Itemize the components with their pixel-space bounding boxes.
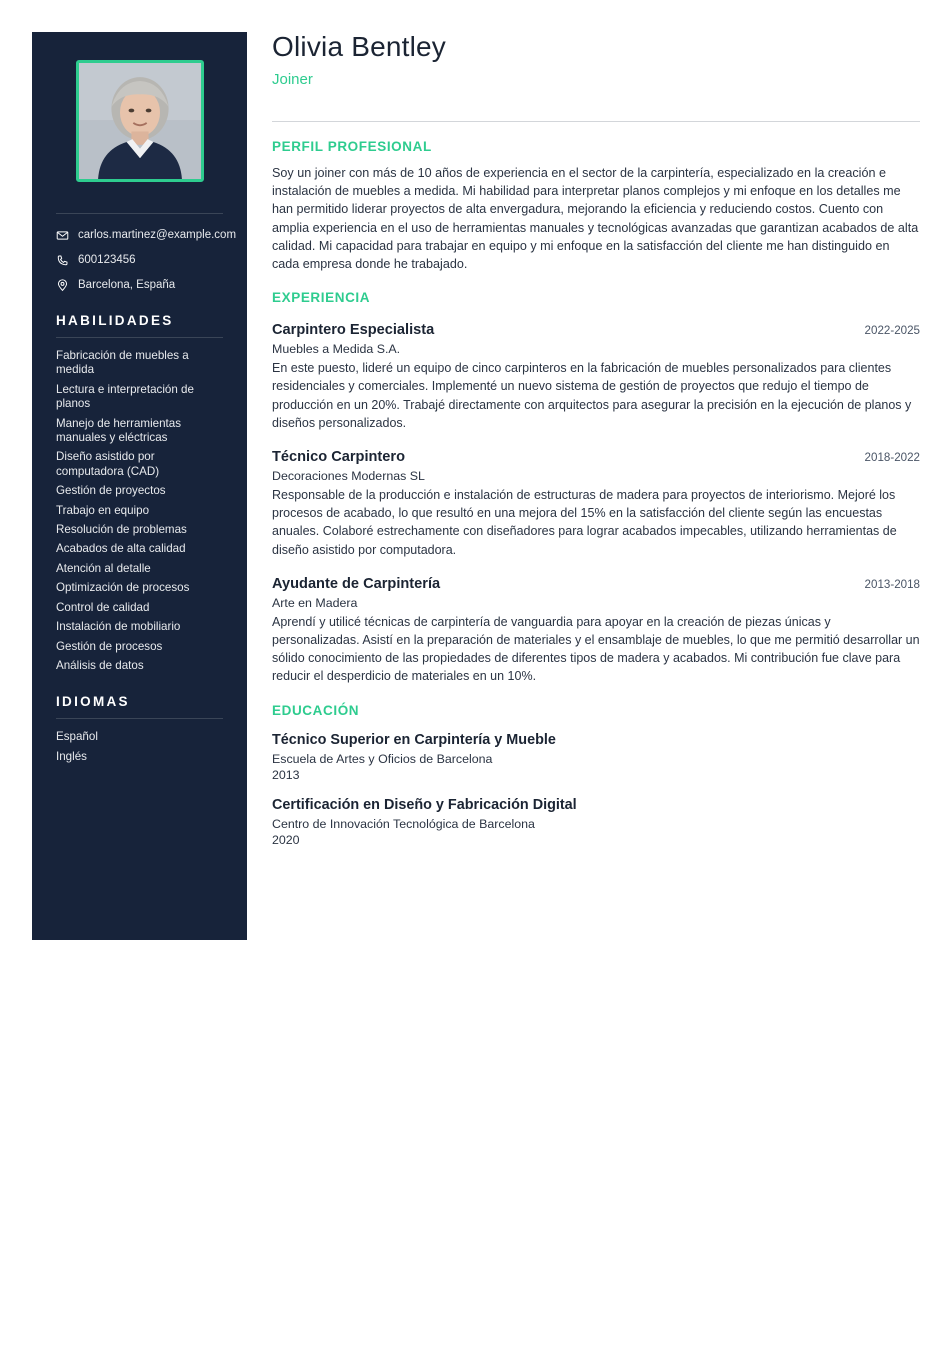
experience-company: Muebles a Medida S.A.: [272, 342, 401, 357]
list-item: Control de calidad: [56, 600, 150, 614]
experience-description: Aprendí y utilicé técnicas de carpintería de vanguardia para apoyar en la creación de piezas únicas y personalizadas. Asistí en la preparación de materiales y el ensamblaje de muebles, lo que me permitió desarrollar un sólido conocimiento de las propiedades de diferentes tipos de madera y acabados. Mi contribución fue clave para reducir el desperdicio de materiales en un 10%.: [272, 614, 920, 684]
list-item: Diseño asistido por computadora (CAD): [56, 450, 160, 478]
skills-list: [56, 349, 223, 673]
education-year: 2020: [272, 832, 300, 847]
location-pin-icon: [56, 279, 69, 292]
job-title: Joiner: [272, 71, 313, 88]
list-item: Resolución de problemas: [56, 523, 187, 537]
skills-heading-rule: [56, 337, 223, 338]
education-section-heading: EDUCACIÓN: [272, 702, 360, 718]
list-item: Inglés: [56, 749, 87, 763]
contact-phone[interactable]: [56, 253, 223, 267]
list-item: Trabajo en equipo: [56, 503, 150, 517]
languages-heading: IDIOMAS: [56, 694, 130, 710]
envelope-icon: [56, 229, 69, 242]
contact-list: [56, 228, 237, 292]
education-section: [272, 703, 920, 848]
experience-dates: 2018-2022: [864, 451, 920, 465]
main-content: [272, 30, 920, 848]
experience-role: Carpintero Especialista: [272, 322, 435, 339]
education-degree: Certificación en Diseño y Fabricación Digital: [272, 796, 577, 813]
experience-item-header: [272, 448, 920, 466]
languages-heading-rule: [56, 718, 223, 719]
list-item: Instalación de mobiliario: [56, 620, 181, 634]
skills-heading: HABILIDADES: [56, 313, 174, 328]
header-divider: [272, 121, 920, 122]
phone-icon: [56, 254, 69, 267]
contact-email[interactable]: [56, 228, 237, 242]
contact-phone-text: 600123456: [78, 254, 136, 266]
sidebar-divider-top: [56, 213, 223, 214]
experience-company: Arte en Madera: [272, 595, 358, 610]
list-item: Lectura e interpretación de planos: [56, 382, 194, 411]
experience-role: Ayudante de Carpintería: [272, 575, 441, 592]
list-item: Español: [56, 730, 98, 744]
sidebar: [32, 32, 247, 940]
experience-role: Técnico Carpintero: [272, 449, 405, 466]
contact-location[interactable]: [56, 278, 223, 292]
list-item: Optimización de procesos: [56, 581, 190, 595]
list-item: Gestión de procesos: [56, 639, 163, 653]
profile-text: Soy un joiner con más de 10 años de experiencia en el sector de la carpintería, especializado en la creación e instalación de muebles a medida. Mi habilidad para interpretar planos complejos y mi enfoque en los detalles me han permitido liderar proyectos de alta envergadura, mejorando la eficiencia y reduciendo costos. Cuento con amplia experiencia en el uso de herramientas manuales y tecnológicas avanzadas que garantizan acabados de alta calidad. Mi capacidad para trabajar en equipo y mi enfoque en la satisfacción del cliente me han distinguido en cada empresa donde he trabajado.: [272, 166, 919, 272]
experience-dates: 2013-2018: [864, 577, 920, 591]
contact-email-text: carlos.martinez@example.com: [78, 229, 237, 241]
list-item: Análisis de datos: [56, 658, 144, 672]
list-item: Atención al detalle: [56, 561, 151, 575]
education-school: Centro de Innovación Tecnológica de Barcelona: [272, 816, 535, 831]
experience-item-header: [272, 321, 920, 339]
experience-description: Responsable de la producción e instalación de estructuras de madera para proyectos de interiorismo. Mejoré los procesos de acabado, lo que resultó en una mejora del 15% en la satisfacción del cliente según las encuestas anuales. Colaboré estrechamente con diseñadores para lograr acabados impecables, utilizando herramientas de diseño asistido por computadora.: [272, 488, 897, 557]
experience-item-header: [272, 575, 920, 593]
list-item: Manejo de herramientas manuales y eléctricas: [56, 416, 182, 445]
education-year: 2013: [272, 767, 300, 782]
list-item: Acabados de alta calidad: [56, 542, 186, 556]
experience-item: [272, 575, 920, 686]
profile-photo: [79, 63, 201, 179]
experience-dates: 2022-2025: [864, 324, 920, 338]
experience-item: [272, 321, 920, 432]
profile-section-heading: PERFIL PROFESIONAL: [272, 139, 432, 154]
education-item: [272, 796, 920, 848]
list-item: Fabricación de muebles a medida: [56, 349, 189, 377]
experience-section-heading: EXPERIENCIA: [272, 290, 371, 306]
experience-section: [272, 290, 920, 685]
education-school: Escuela de Artes y Oficios de Barcelona: [272, 751, 493, 766]
education-degree: Técnico Superior en Carpintería y Mueble: [272, 731, 556, 748]
contact-location-text: Barcelona, España: [78, 279, 176, 291]
experience-company: Decoraciones Modernas SL: [272, 469, 425, 484]
education-item: [272, 731, 920, 783]
avatar: [76, 60, 204, 182]
page-title: Olivia Bentley: [272, 31, 446, 62]
experience-item: [272, 448, 920, 559]
experience-description: En este puesto, lideré un equipo de cinco carpinteros en la fabricación de muebles personalizados para clientes residenciales y comerciales. Implementé un nuevo sistema de gestión de proyectos que redujo el tiempo de producción en un 20%. Trabajé directamente con arquitectos para asegurar la precisión en la ejecución de planos y diseños personalizados.: [272, 361, 912, 430]
languages-list: [56, 730, 223, 764]
list-item: Gestión de proyectos: [56, 484, 166, 498]
